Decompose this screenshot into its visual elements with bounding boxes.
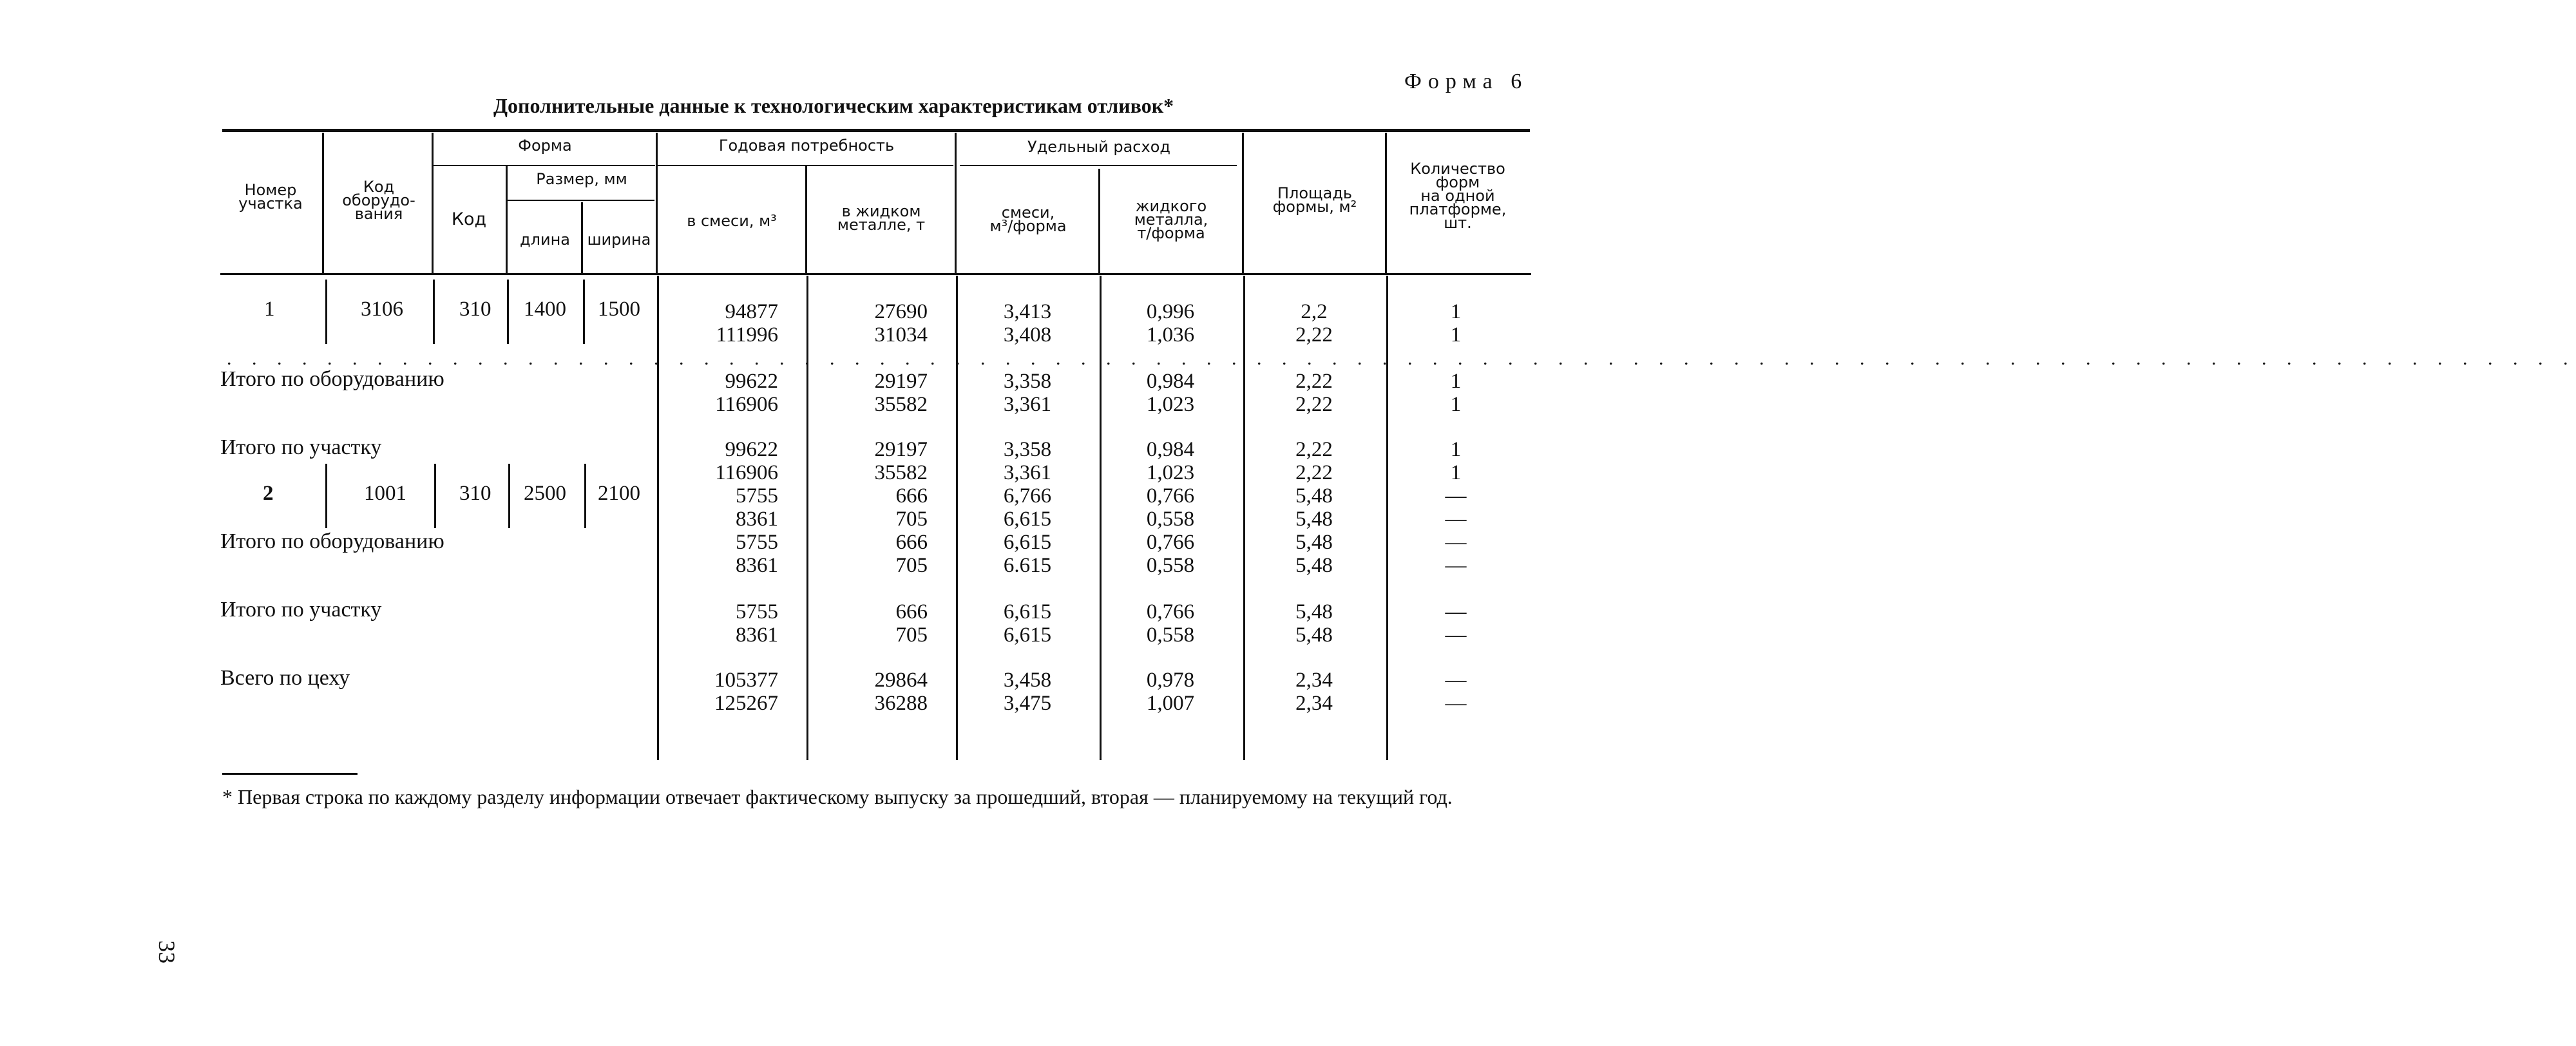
row4-metal: 666 705 [895, 484, 928, 531]
hdr-vline-7 [955, 133, 957, 273]
specific-group-rule [960, 165, 1237, 166]
row1-form-code: 310 [459, 298, 491, 321]
row4-metal-pf: 0,766 0,558 [1146, 484, 1195, 531]
row1-mix: 94877 111996 [716, 300, 778, 347]
row4-area-m2: 5,48 5,48 [1295, 484, 1333, 531]
row5-label: Итого по оборудованию [220, 529, 444, 553]
row2-mix: 99622 116906 [715, 370, 778, 416]
row1-area-m2: 2,2 2,22 [1295, 300, 1333, 347]
row6-count: — — [1445, 600, 1467, 647]
row1-area: 1 [264, 298, 275, 321]
form-label: Форма 6 [1404, 70, 1529, 93]
row2-metal-pf: 0,984 1,023 [1146, 370, 1195, 416]
row1-metal-pf: 0,996 1,036 [1146, 300, 1195, 347]
row2-label: Итого по оборудованию [220, 367, 444, 391]
footnote: * Первая строка по каждому разделу информации отвечает фактическому выпуску за прошедший, вторая — планируемому на текущий год. [222, 785, 1453, 808]
form-group-rule [433, 165, 655, 166]
row7-metal: 29864 36288 [874, 669, 928, 715]
hdr-vline-1 [322, 133, 324, 273]
hdr-area-number: Номер участка [238, 181, 303, 213]
row4-code: 1001 [364, 482, 406, 505]
row4-sep-2 [434, 464, 436, 528]
hdr-vline-6 [805, 166, 807, 273]
row1-mix-pf: 3,413 3,408 [1003, 300, 1052, 347]
size-group-rule [508, 200, 654, 201]
row1-sep-3 [507, 280, 509, 344]
row7-area-m2: 2,34 2,34 [1295, 669, 1333, 715]
hdr-in-metal: в жидком металле, т [837, 202, 926, 234]
row6-metal: 666 705 [895, 600, 928, 647]
row3-count: 1 1 [1450, 438, 1462, 484]
header-bottom-rule [220, 273, 1531, 275]
row3-metal-pf: 0,984 1,023 [1146, 438, 1195, 484]
row4-count: — — [1445, 484, 1467, 531]
table-top-rule [222, 129, 1530, 132]
hdr-forms-count: Количество форм на одной платформе, шт. [1409, 160, 1507, 232]
row1-metal: 27690 31034 [874, 300, 928, 347]
row4-form-code: 310 [459, 482, 491, 505]
row1-length: 1400 [524, 298, 566, 321]
row1-code: 3106 [361, 298, 403, 321]
row7-mix-pf: 3,458 3,475 [1003, 669, 1052, 715]
row6-label: Итого по участку [220, 598, 382, 622]
hdr-size-mm: Размер, мм [536, 170, 627, 188]
row5-mix-pf: 6,615 6.615 [1003, 531, 1052, 577]
row2-area-m2: 2,22 2,22 [1295, 370, 1333, 416]
hdr-specific-use: Удельный расход [1027, 138, 1170, 156]
hdr-annual-need: Годовая потребность [718, 137, 895, 155]
row2-count: 1 1 [1450, 370, 1462, 416]
row7-count: — — [1445, 669, 1467, 715]
hdr-form-area: Площадь формы, м² [1272, 184, 1357, 216]
row1-sep-4 [583, 280, 585, 344]
hdr-form: Форма [518, 137, 572, 155]
row7-mix: 105377 125267 [714, 669, 778, 715]
row4-sep-1 [325, 464, 327, 528]
row3-label: Итого по участку [220, 435, 382, 459]
row4-sep-4 [584, 464, 586, 528]
hdr-in-mix: в смеси, м³ [687, 212, 777, 230]
row2-metal: 29197 35582 [874, 370, 928, 416]
row1-sep-2 [433, 280, 435, 344]
row5-mix: 5755 8361 [736, 531, 778, 577]
row5-metal: 666 705 [895, 531, 928, 577]
row4-area: 2 [263, 482, 274, 505]
hdr-width: ширина [587, 231, 651, 249]
hdr-metal-per-form: жидкого металла, т/форма [1134, 197, 1208, 242]
hdr-vline-3 [506, 166, 508, 273]
row1-width: 1500 [598, 298, 640, 321]
row6-mix: 5755 8361 [736, 600, 778, 647]
dotted-separator: . . . . . . . . . . . . . . . . . . . . . . . . . . . . . . . . . . . . . . . . . . . . . . . . . . . . . . . . . . . . . . . . . . . . . . . . . . . . . . . . . . . . . . . . . . . . . . [227, 348, 2576, 369]
hdr-vline-9 [1242, 133, 1244, 273]
row1-count: 1 1 [1450, 300, 1462, 347]
row3-mix-pf: 3,358 3,361 [1003, 438, 1052, 484]
page-title: Дополнительные данные к технологическим характеристикам отливок* [493, 94, 1174, 117]
row7-label: Всего по цеху [220, 666, 350, 690]
row4-mix: 5755 8361 [736, 484, 778, 531]
hdr-equipment-code: Код оборудо- вания [342, 178, 415, 223]
hdr-vline-2 [432, 133, 434, 273]
page-number: 33 [154, 940, 180, 964]
row3-metal: 29197 35582 [874, 438, 928, 484]
row5-metal-pf: 0,766 0,558 [1146, 531, 1195, 577]
footnote-rule [222, 773, 358, 775]
hdr-mix-per-form: смеси, м³/форма [989, 204, 1067, 235]
hdr-vline-5 [656, 133, 658, 273]
row4-sep-3 [508, 464, 510, 528]
row4-length: 2500 [524, 482, 566, 505]
row3-mix: 99622 116906 [715, 438, 778, 484]
row2-mix-pf: 3,358 3,361 [1003, 370, 1052, 416]
row4-mix-pf: 6,766 6,615 [1003, 484, 1052, 531]
row6-mix-pf: 6,615 6,615 [1003, 600, 1052, 647]
row6-area-m2: 5,48 5,48 [1295, 600, 1333, 647]
hdr-length: длина [520, 231, 570, 249]
hdr-form-code: Код [451, 209, 487, 229]
row1-sep-1 [325, 280, 327, 344]
row4-width: 2100 [598, 482, 640, 505]
row7-metal-pf: 0,978 1,007 [1146, 669, 1195, 715]
row3-area-m2: 2,22 2,22 [1295, 438, 1333, 484]
row5-count: — — [1445, 531, 1467, 577]
row6-metal-pf: 0,766 0,558 [1146, 600, 1195, 647]
row5-area-m2: 5,48 5,48 [1295, 531, 1333, 577]
